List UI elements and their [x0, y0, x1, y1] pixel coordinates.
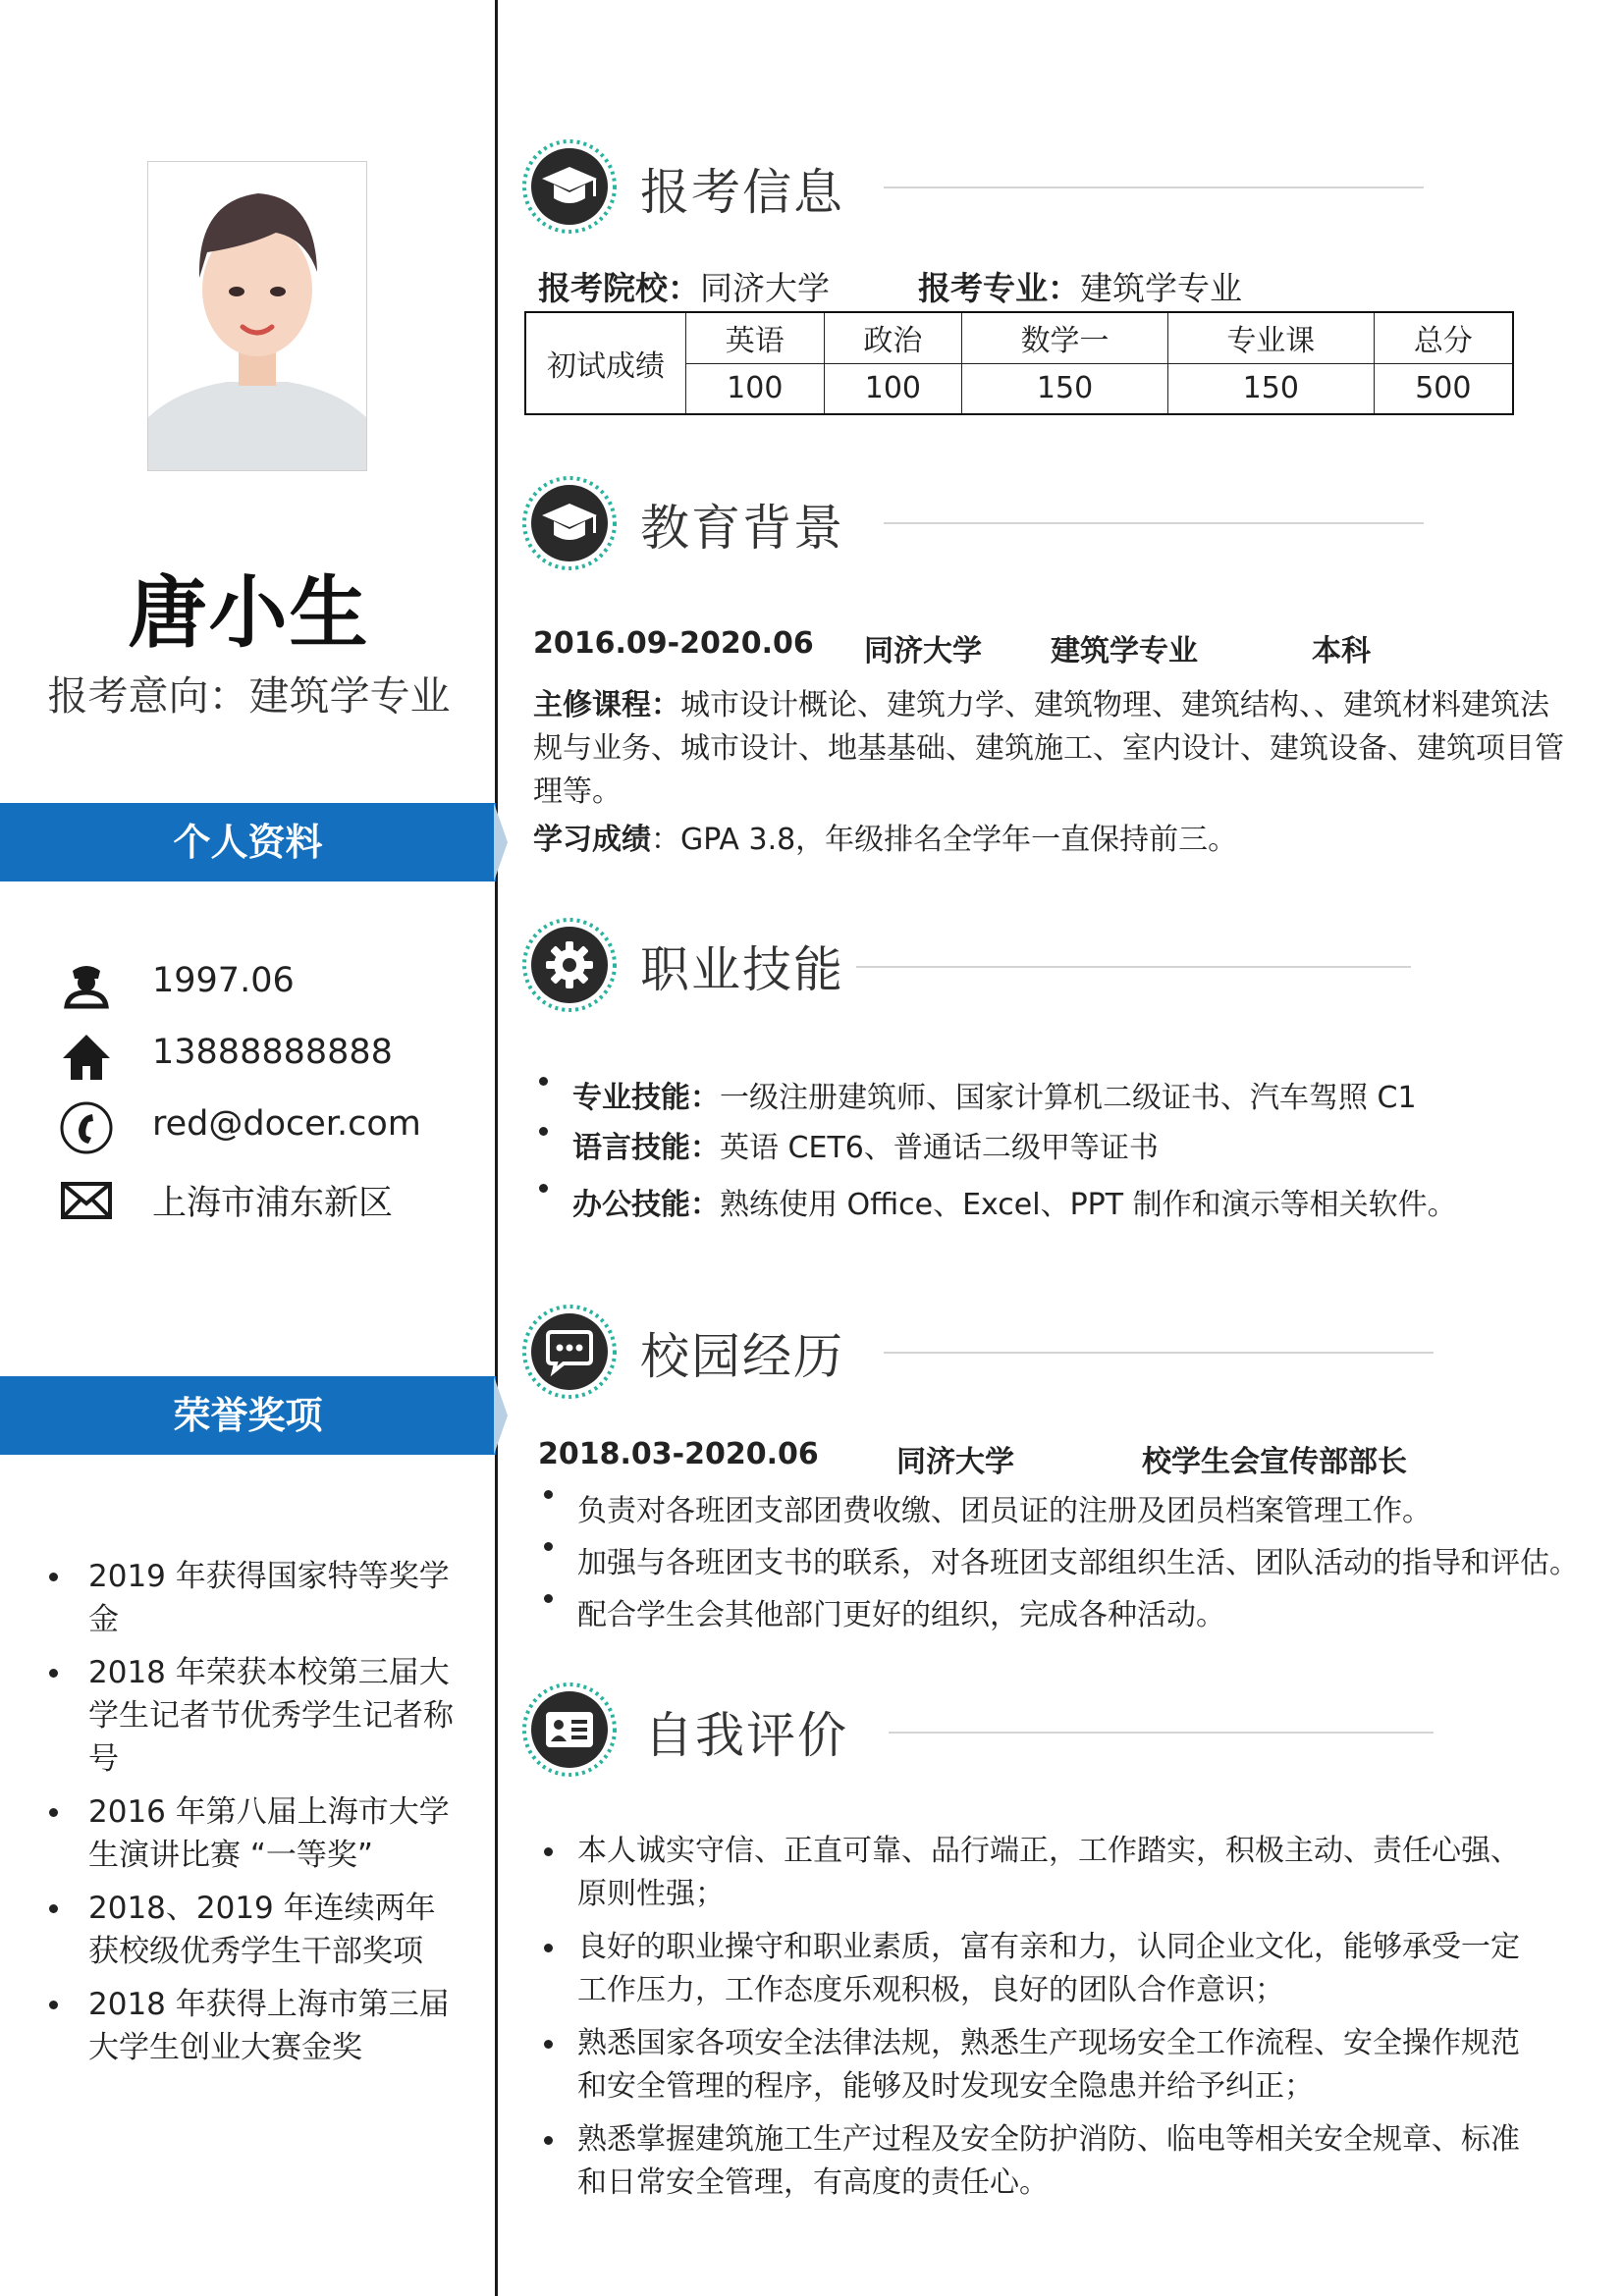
- list-item: 2018、2019 年连续两年获校级优秀学生干部奖项: [49, 1887, 461, 1973]
- honors-list: [49, 1555, 461, 2079]
- list-item: [533, 1077, 1594, 1120]
- skill-label: 语言技能：: [572, 1131, 720, 1165]
- score-cell: 150: [962, 363, 1168, 414]
- list-item: 熟悉掌握建筑施工生产过程及安全防护消防、临电等相关安全规章、标准和日常安全管理，有高度的责任心。: [538, 2118, 1547, 2205]
- phone-text: 13888888888: [152, 1033, 393, 1072]
- section-divider: [884, 1352, 1434, 1354]
- courses-label: 主修课程：: [533, 688, 680, 722]
- gear-icon: [520, 916, 619, 1014]
- exam-section-title: 报考信息: [640, 164, 844, 221]
- courses-line-1: 城市设计概论、建筑力学、建筑物理、建筑结构、、建筑材料建筑法: [680, 688, 1549, 722]
- section-divider: [884, 522, 1424, 524]
- gpa-value: ：GPA 3.8，年级排名全学年一直保持前三。: [651, 823, 1238, 857]
- campus-school: 同济大学: [896, 1445, 1014, 1479]
- profile-photo: [147, 161, 367, 471]
- chat-bubble-icon: [520, 1303, 619, 1401]
- exam-school-line: [538, 263, 830, 309]
- list-item: 良好的职业操守和职业素质，富有亲和力，认同企业文化，能够承受一定工作压力，工作态度乐观积极，良好的团队合作意识；: [538, 1926, 1547, 2012]
- list-item: 2019 年获得国家特等奖学金: [49, 1555, 461, 1641]
- gpa-line: [533, 815, 1237, 858]
- skills-list: [533, 1077, 1594, 1227]
- person-icon: [59, 957, 114, 1012]
- courses-line-3: 理等。: [533, 774, 622, 809]
- campus-period: 2018.03-2020.06: [538, 1437, 819, 1471]
- school-value: 同济大学: [700, 269, 830, 307]
- skill-text: 英语 CET6、普通话二级甲等证书: [720, 1131, 1159, 1165]
- list-item: 熟悉国家各项安全法律法规，熟悉生产现场安全工作流程、安全操作规范和安全管理的程序，能够及时发现安全隐患并给予纠正；: [538, 2022, 1547, 2109]
- graduation-cap-icon: [520, 474, 619, 572]
- skill-label: 办公技能：: [572, 1188, 720, 1222]
- list-item: 负责对各班团支部团费收缴、团员证的注册及团员档案管理工作。: [538, 1490, 1598, 1533]
- mail-icon: [59, 1172, 114, 1227]
- major-value: 建筑学专业: [1080, 269, 1242, 307]
- skill-label: 专业技能：: [572, 1081, 720, 1115]
- phone-icon: [59, 1100, 114, 1155]
- application-intent: 报考意向：建筑学专业: [47, 672, 451, 720]
- section-divider: [856, 966, 1411, 968]
- score-row-label: 初试成绩: [525, 312, 686, 414]
- gpa-label: 学习成绩: [533, 823, 651, 857]
- list-item: 2018 年获得上海市第三届大学生创业大赛金奖: [49, 1983, 461, 2069]
- subject-header: 专业课: [1167, 312, 1374, 363]
- education-degree: 本科: [1312, 634, 1371, 668]
- home-icon: [59, 1029, 114, 1084]
- address-text: 上海市浦东新区: [152, 1184, 394, 1223]
- honors-title: 荣誉奖项: [173, 1394, 323, 1437]
- education-period: 2016.09-2020.06: [533, 626, 814, 661]
- list-item: 2018 年荣获本校第三届大学生记者节优秀学生记者称号: [49, 1651, 461, 1781]
- skill-text: 熟练使用 Office、Excel、PPT 制作和演示等相关软件。: [720, 1188, 1457, 1222]
- score-table: [524, 311, 1514, 413]
- band-tail-decoration: [494, 803, 508, 881]
- education-section-title: 教育背景: [640, 500, 844, 557]
- honors-header: [0, 1376, 496, 1455]
- skills-section-title: 职业技能: [640, 941, 844, 998]
- school-label: 报考院校：: [538, 269, 700, 307]
- personal-info-title: 个人资料: [173, 821, 323, 864]
- courses-block: [533, 684, 1564, 814]
- band-tail-decoration: [494, 1376, 508, 1455]
- graduation-cap-icon: [520, 137, 619, 236]
- score-cell: 500: [1374, 363, 1513, 414]
- score-cell: 100: [824, 363, 962, 414]
- column-divider: [495, 0, 498, 2296]
- score-cell: 100: [686, 363, 825, 414]
- education-school: 同济大学: [864, 634, 982, 668]
- id-card-icon: [520, 1681, 619, 1779]
- list-item: 加强与各班团支书的联系，对各班团支部组织生活、团队活动的指导和评估。: [538, 1542, 1598, 1585]
- section-divider: [884, 187, 1424, 188]
- subject-header: 总分: [1374, 312, 1513, 363]
- education-major: 建筑学专业: [1051, 634, 1198, 668]
- campus-section-title: 校园经历: [640, 1328, 844, 1385]
- list-item: 本人诚实守信、正直可靠、品行端正，工作踏实，积极主动、责任心强、原则性强；: [538, 1830, 1547, 1916]
- subject-header: 政治: [824, 312, 962, 363]
- section-divider: [889, 1732, 1434, 1734]
- list-item: [533, 1127, 1594, 1170]
- list-item: 2016 年第八届上海市大学生演讲比赛 “一等奖”: [49, 1790, 461, 1877]
- list-item: 配合学生会其他部门更好的组织，完成各种活动。: [538, 1594, 1598, 1637]
- campus-list: [538, 1490, 1598, 1637]
- list-item: [533, 1184, 1594, 1227]
- score-cell: 150: [1167, 363, 1374, 414]
- campus-role: 校学生会宣传部部长: [1142, 1445, 1407, 1479]
- self-eval-section-title: 自我评价: [644, 1707, 848, 1764]
- email-text: red@docer.com: [152, 1104, 421, 1144]
- candidate-name: 唐小生: [128, 567, 370, 659]
- self-eval-list: [538, 1830, 1547, 2205]
- skill-text: 一级注册建筑师、国家计算机二级证书、汽车驾照 C1: [720, 1081, 1417, 1115]
- subject-header: 英语: [686, 312, 825, 363]
- courses-line-2: 规与业务、城市设计、地基基础、建筑施工、室内设计、建筑设备、建筑项目管: [533, 731, 1564, 766]
- personal-info-header: [0, 803, 496, 881]
- major-label: 报考专业：: [918, 269, 1080, 307]
- subject-header: 数学一: [962, 312, 1168, 363]
- birthdate-text: 1997.06: [152, 961, 295, 1000]
- exam-major-line: [918, 263, 1242, 309]
